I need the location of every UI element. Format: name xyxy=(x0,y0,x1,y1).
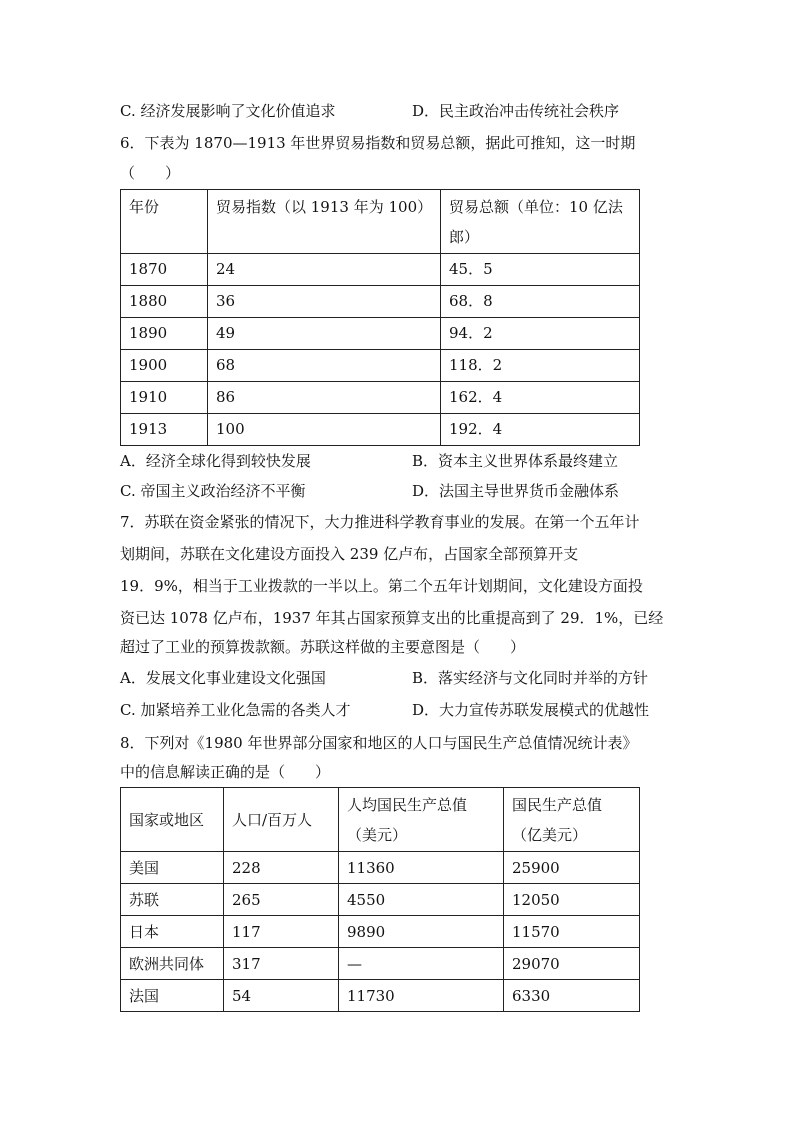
q6-stem: 6．下表为 1870—1913 年世界贸易指数和贸易总额，据此可推知，这一时期 xyxy=(120,134,636,152)
cell-year: 1880 xyxy=(121,286,208,318)
header-population: 人口/百万人 xyxy=(224,788,339,852)
q7-line-3: 19．9%，相当于工业拨款的一半以上。第二个五年计划期间，文化建设方面投 xyxy=(120,577,643,595)
header-trade-total xyxy=(441,190,640,254)
table-row xyxy=(121,852,640,884)
cell-gnp-per-capita: 9890 xyxy=(339,916,504,948)
header-gnp-per-capita-line1: 人均国民生产总值 xyxy=(347,796,468,814)
cell-index: 24 xyxy=(208,254,441,286)
cell-year: 1890 xyxy=(121,318,208,350)
cell-country: 法国 xyxy=(121,980,224,1012)
table-row xyxy=(121,350,640,382)
q7-option-c: C. 加紧培养工业化急需的各类人才 xyxy=(120,701,351,719)
table-header-row xyxy=(121,788,640,852)
cell-total: 94．2 xyxy=(441,318,640,350)
cell-population: 265 xyxy=(224,884,339,916)
table-row xyxy=(121,254,640,286)
prev-option-d: D．民主政治冲击传统社会秩序 xyxy=(412,102,620,120)
q7-line-5: 超过了工业的预算拨款额。苏联这样做的主要意图是（ ） xyxy=(120,638,526,656)
cell-population: 317 xyxy=(224,948,339,980)
cell-country: 美国 xyxy=(121,852,224,884)
cell-total: 162．4 xyxy=(441,382,640,414)
q7-line-2: 划期间，苏联在文化建设方面投入 239 亿卢布，占国家全部预算开支 xyxy=(120,545,579,563)
header-gnp-per-capita xyxy=(339,788,504,852)
table-row xyxy=(121,286,640,318)
cell-gnp-per-capita: 4550 xyxy=(339,884,504,916)
q8-line-1: 8．下列对《1980 年世界部分国家和地区的人口与国民生产总值情况统计表》 xyxy=(120,734,638,752)
cell-gnp-total: 25900 xyxy=(504,852,640,884)
cell-population: 54 xyxy=(224,980,339,1012)
cell-year: 1913 xyxy=(121,414,208,446)
q6-option-d: D．法国主导世界货币金融体系 xyxy=(412,482,620,500)
cell-total: 68．8 xyxy=(441,286,640,318)
cell-index: 100 xyxy=(208,414,441,446)
q6-option-b: B．资本主义世界体系最终建立 xyxy=(412,452,619,470)
cell-total: 192．4 xyxy=(441,414,640,446)
header-gnp-total xyxy=(504,788,640,852)
cell-country: 苏联 xyxy=(121,884,224,916)
cell-year: 1910 xyxy=(121,382,208,414)
table-row xyxy=(121,980,640,1012)
header-trade-total-line1: 贸易总额（单位：10 亿法 xyxy=(449,198,623,216)
cell-index: 68 xyxy=(208,350,441,382)
q7-option-d: D．大力宣传苏联发展模式的优越性 xyxy=(412,701,650,719)
cell-year: 1870 xyxy=(121,254,208,286)
header-gnp-per-capita-line2: （美元） xyxy=(347,826,408,844)
cell-index: 49 xyxy=(208,318,441,350)
header-trade-index: 贸易指数（以 1913 年为 100） xyxy=(208,190,441,254)
cell-gnp-total: 29070 xyxy=(504,948,640,980)
cell-index: 86 xyxy=(208,382,441,414)
q7-option-a: A．发展文化事业建设文化强国 xyxy=(120,669,326,687)
cell-total: 118．2 xyxy=(441,350,640,382)
header-country: 国家或地区 xyxy=(121,788,224,852)
cell-year: 1900 xyxy=(121,350,208,382)
table-header-row xyxy=(121,190,640,254)
table-row xyxy=(121,414,640,446)
table-row xyxy=(121,916,640,948)
prev-option-c: C. 经济发展影响了文化价值追求 xyxy=(120,102,336,120)
header-year: 年份 xyxy=(121,190,208,254)
q6-option-a: A．经济全球化得到较快发展 xyxy=(120,452,311,470)
header-trade-total-line2: 郎） xyxy=(449,228,480,246)
q8-line-2: 中的信息解读正确的是（ ） xyxy=(120,763,331,781)
cell-gnp-total: 12050 xyxy=(504,884,640,916)
cell-gnp-per-capita: 11730 xyxy=(339,980,504,1012)
cell-gnp-total: 6330 xyxy=(504,980,640,1012)
table-row xyxy=(121,318,640,350)
header-gnp-total-line1: 国民生产总值 xyxy=(512,796,603,814)
q7-line-1: 7．苏联在资金紧张的情况下，大力推进科学教育事业的发展。在第一个五年计 xyxy=(120,513,640,531)
q6-paren: （ ） xyxy=(120,164,181,182)
table-row xyxy=(121,948,640,980)
q8-table xyxy=(120,787,640,1012)
cell-gnp-per-capita: 11360 xyxy=(339,852,504,884)
q6-option-c: C. 帝国主义政治经济不平衡 xyxy=(120,482,306,500)
cell-index: 36 xyxy=(208,286,441,318)
cell-population: 228 xyxy=(224,852,339,884)
cell-population: 117 xyxy=(224,916,339,948)
table-row xyxy=(121,884,640,916)
cell-country: 欧洲共同体 xyxy=(121,948,224,980)
cell-country: 日本 xyxy=(121,916,224,948)
cell-gnp-per-capita: — xyxy=(339,948,504,980)
cell-gnp-total: 11570 xyxy=(504,916,640,948)
table-row xyxy=(121,382,640,414)
cell-total: 45．5 xyxy=(441,254,640,286)
q7-option-b: B．落实经济与文化同时并举的方针 xyxy=(412,669,649,687)
q6-table xyxy=(120,189,640,446)
header-gnp-total-line2: （亿美元） xyxy=(512,826,588,844)
q7-line-4: 资已达 1078 亿卢布，1937 年其占国家预算支出的比重提高到了 29．1%，已经 xyxy=(120,609,664,627)
